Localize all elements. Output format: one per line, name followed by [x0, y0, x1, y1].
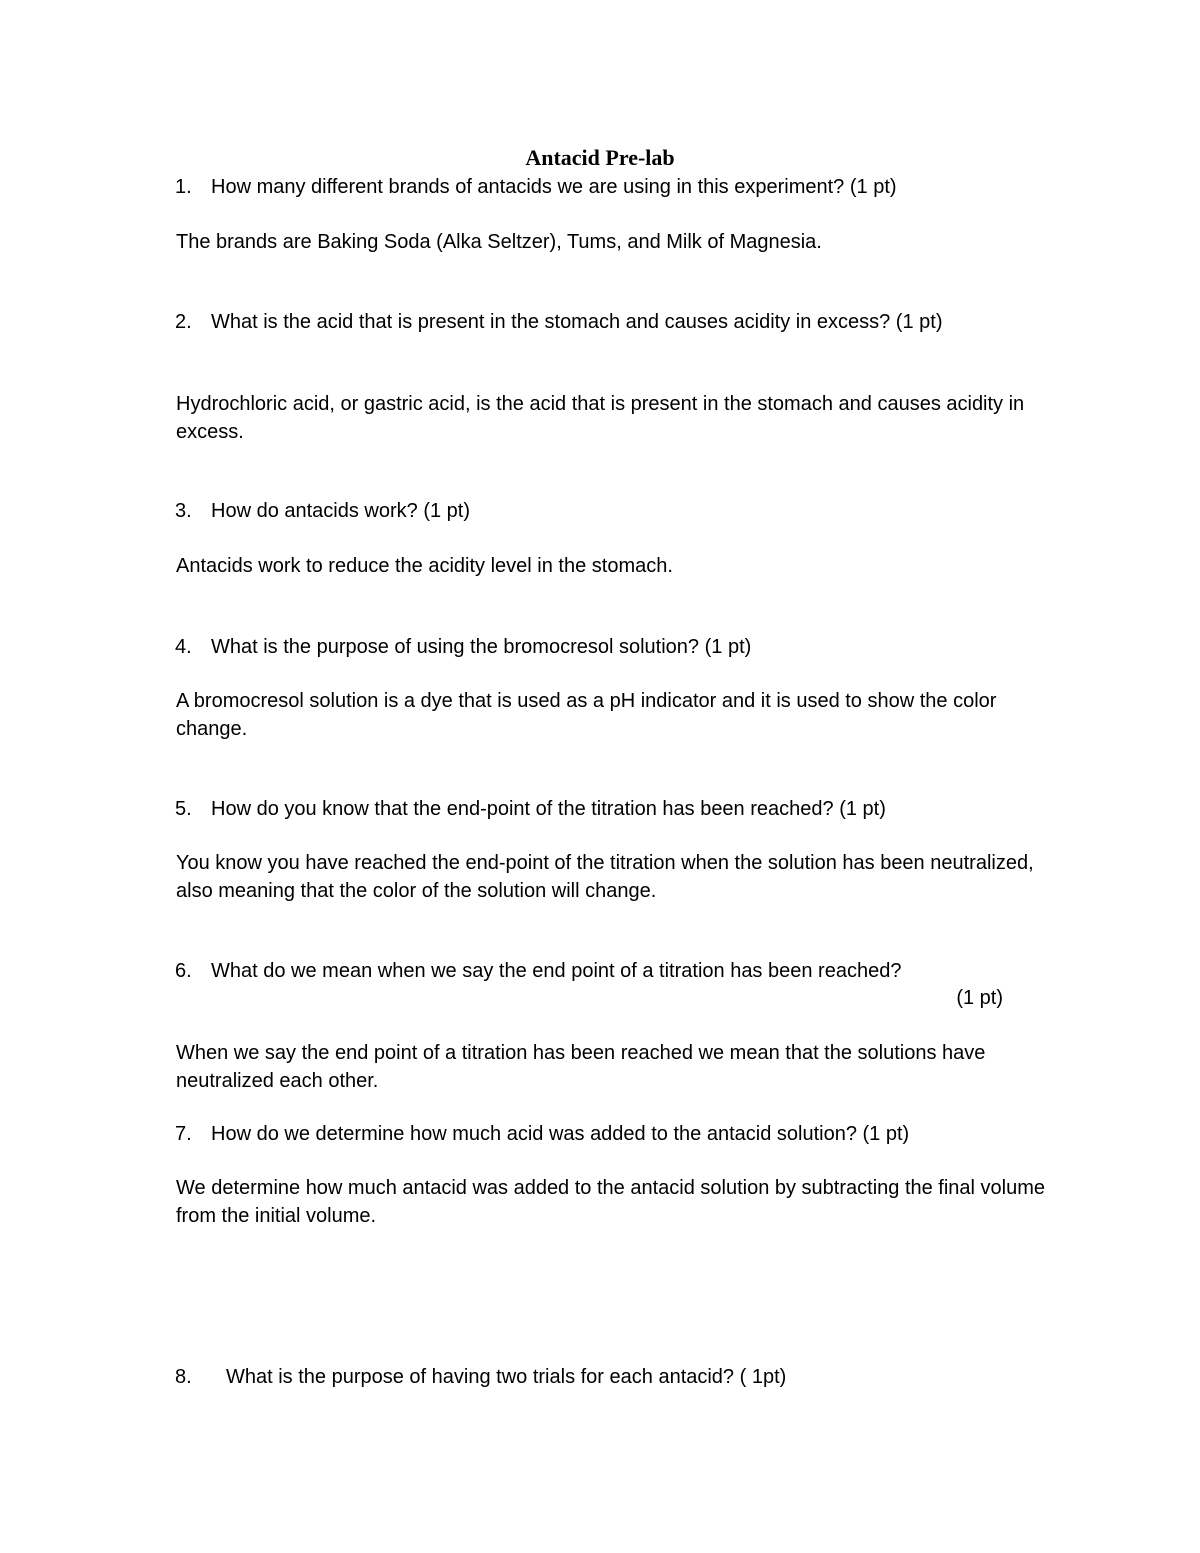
question-6: [175, 958, 1055, 1012]
question-text: How many different brands of antacids we are using in this experiment? (1 pt): [211, 176, 897, 198]
question-text: What is the purpose of using the bromocresol solution? (1 pt): [211, 636, 752, 658]
question-number: 2.: [175, 311, 192, 333]
question-5: [175, 796, 1055, 823]
question-text: How do you know that the end-point of the titration has been reached? (1 pt): [211, 798, 886, 820]
question-number: 7.: [175, 1123, 192, 1145]
question-points: (1 pt): [956, 987, 1003, 1009]
answer-7: We determine how much antacid was added to the antacid solution by subtracting the final volume from the initial volume.: [176, 1177, 1046, 1227]
question-8: [175, 1364, 1055, 1391]
question-number: 5.: [175, 798, 192, 820]
question-number: 4.: [175, 636, 192, 658]
answer-6: When we say the end point of a titration has been reached we mean that the solutions have neutralized each other.: [176, 1042, 986, 1092]
question-3: [175, 498, 1055, 525]
question-text: What do we mean when we say the end point of a titration has been reached?: [211, 960, 902, 982]
question-text: What is the purpose of having two trials for each antacid? ( 1pt): [226, 1366, 787, 1388]
answer-5: You know you have reached the end-point of the titration when the solution has been neutralized, also meaning that the color of the solution will change.: [176, 852, 1034, 902]
question-number: 6.: [175, 960, 192, 982]
answer-4: A bromocresol solution is a dye that is used as a pH indicator and it is used to show the color change.: [176, 690, 997, 740]
question-number: 8.: [175, 1366, 192, 1388]
question-1: [175, 174, 1055, 201]
question-text: What is the acid that is present in the stomach and causes acidity in excess? (1 pt): [211, 311, 943, 333]
question-text: How do we determine how much acid was added to the antacid solution? (1 pt): [211, 1123, 910, 1145]
page-title: Antacid Pre-lab: [525, 145, 675, 170]
question-number: 1.: [175, 176, 192, 198]
question-4: [175, 634, 1055, 661]
question-7: [175, 1121, 1055, 1148]
question-number: 3.: [175, 500, 192, 522]
question-text: How do antacids work? (1 pt): [211, 500, 471, 522]
answer-1: The brands are Baking Soda (Alka Seltzer), Tums, and Milk of Magnesia.: [176, 231, 822, 253]
answer-2: Hydrochloric acid, or gastric acid, is the acid that is present in the stomach and causes acidity in excess.: [176, 393, 1025, 443]
answer-3: Antacids work to reduce the acidity level in the stomach.: [176, 555, 673, 577]
question-2: [175, 309, 1055, 336]
